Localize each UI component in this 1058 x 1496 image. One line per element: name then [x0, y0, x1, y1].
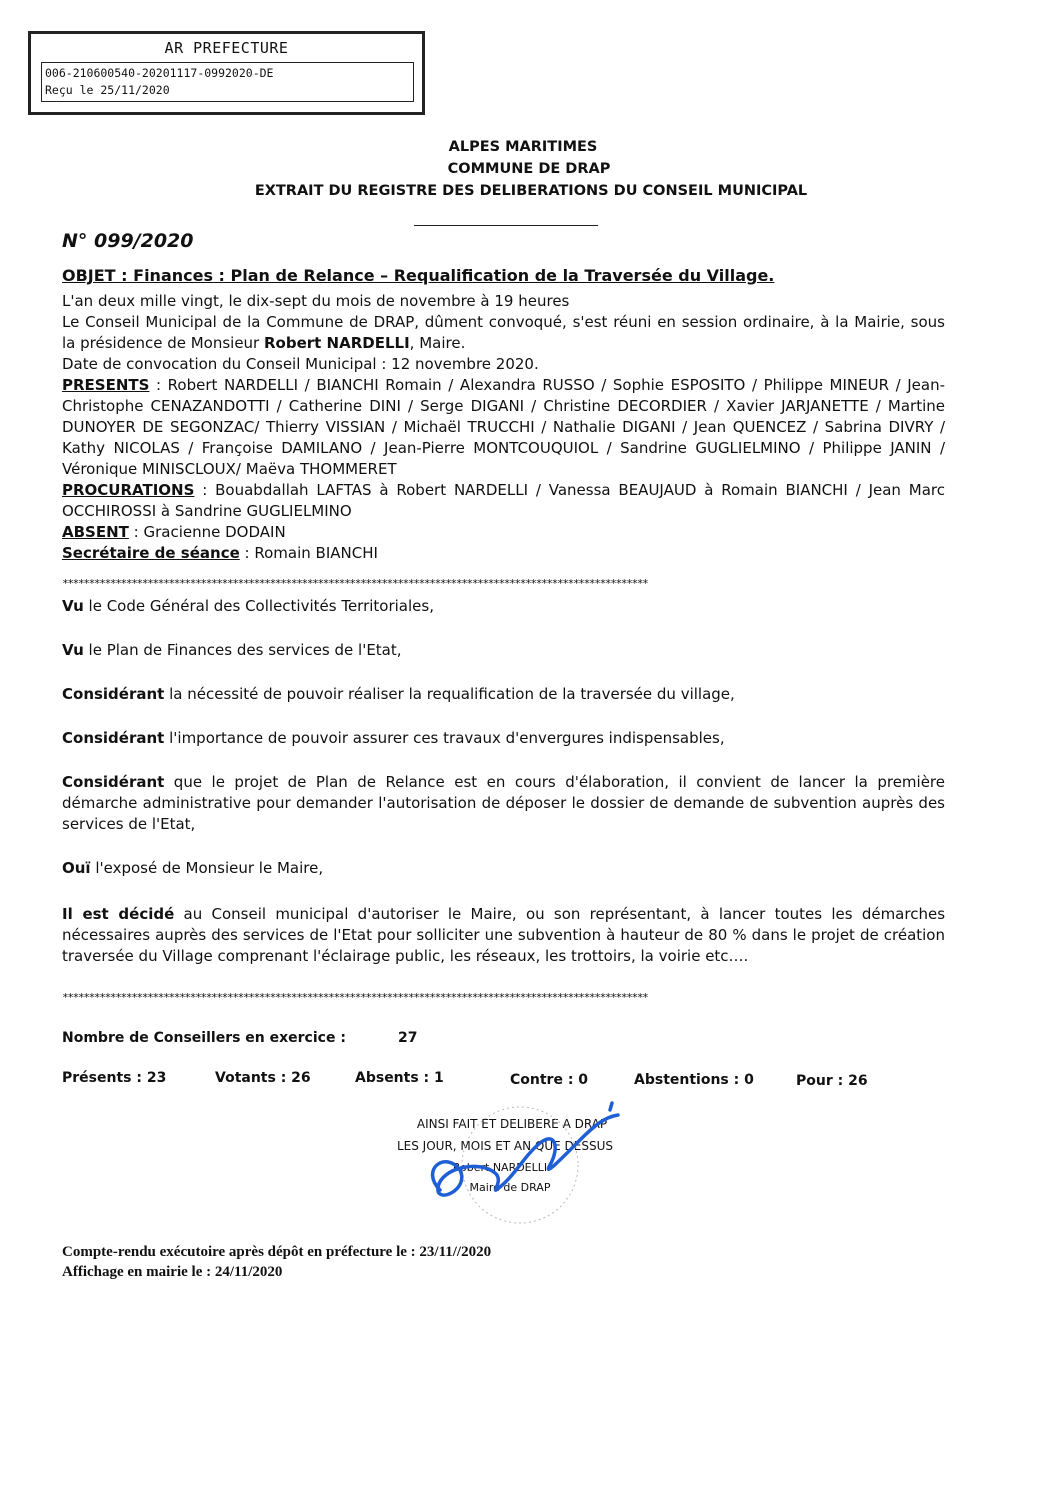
paragraph-considerant-1: Considérant la nécessité de pouvoir réaliser la requalification de la traversée du village,: [62, 685, 735, 703]
conseillers-value: 27: [398, 1030, 418, 1046]
signature-text-2: LES JOUR, MOIS ET AN QUE DESSUS: [396, 1139, 613, 1153]
secretaire-name: : Romain BIANCHI: [239, 544, 378, 562]
separator-top: **************************************************************************************************************: [62, 577, 648, 590]
procurations-list: : Bouabdallah LAFTAS à Robert NARDELLI / Vanessa BEAUJAUD à Romain BIANCHI / Jean Marc OCCHIROSSI à Sandrine GUGLIELMINO: [62, 481, 945, 520]
header-divider: [414, 225, 598, 226]
stat-pour: Pour : 26: [796, 1073, 868, 1089]
footer-posting: Affichage en mairie le : 24/11/2020: [62, 1264, 283, 1280]
stat-absents: Absents : 1: [355, 1070, 444, 1086]
deliberation-number: N° 099/2020: [62, 230, 194, 252]
header-commune: COMMUNE DE DRAP: [447, 161, 611, 177]
signature-text-1: AINSI FAIT ET DELIBERE A DRAP: [416, 1117, 608, 1131]
paragraph-considerant-3: Considérant que le projet de Plan de Relance est en cours d'élaboration, il convient de lancer la première démarche administrative pour demander l'autorisation de déposer le dossier de demande de subvention auprès des services de l'Etat,: [62, 773, 945, 833]
stat-abstentions: Abstentions : 0: [634, 1072, 754, 1088]
procurations-label: PROCURATIONS: [62, 481, 195, 499]
header-register: EXTRAIT DU REGISTRE DES DELIBERATIONS DU CONSEIL MUNICIPAL: [254, 183, 808, 199]
intro-block: [62, 291, 945, 564]
separator-bottom: **************************************************************************************************************: [62, 991, 648, 1004]
absent-list: : Gracienne DODAIN: [128, 523, 286, 541]
stamp-title: AR PREFECTURE: [164, 39, 289, 57]
absent-block: [62, 522, 945, 543]
procurations-block: [62, 480, 945, 522]
intro-session: Le Conseil Municipal de la Commune de DRAP, dûment convoqué, s'est réuni en session ordinaire, à la Mairie, sous la présidence de Monsieur Robert NARDELLI, Maire.: [62, 313, 945, 352]
absent-label: ABSENT: [62, 523, 129, 541]
handwritten-signature: [400, 1095, 660, 1230]
presents-label: PRESENTS: [62, 376, 150, 394]
paragraph-considerant-2: Considérant l'importance de pouvoir assurer ces travaux d'envergures indispensables,: [62, 729, 725, 747]
paragraph-oui: Ouï l'exposé de Monsieur le Maire,: [62, 859, 324, 877]
intro-convocation: Date de convocation du Conseil Municipal : 12 novembre 2020.: [62, 355, 539, 373]
signature-mayor-title: Maire de DRAP: [469, 1181, 551, 1194]
footer-executory: Compte-rendu exécutoire après dépôt en préfecture le : 23/11//2020: [62, 1244, 492, 1260]
presents-block: [62, 375, 945, 480]
paragraph-vu-plan: Vu le Plan de Finances des services de l'Etat,: [62, 641, 402, 659]
prefecture-stamp: [28, 31, 425, 115]
signature-mayor-name: Robert NARDELLI: [452, 1161, 548, 1174]
presents-list: : Robert NARDELLI / BIANCHI Romain / Alexandra RUSSO / Sophie ESPOSITO / Philippe MINEUR / Jean-Christophe CENAZANDOTTI / Catherine DINI / Serge DIGANI / Christine DECORDIER / Xavier JARJANETTE / Martine DUNOYER DE SEGONZAC/ Thierry VISSIAN / Michaël TRUCCHI / Nathalie DIGANI / Jean QUENCEZ / Sabrina DIVRY / Kathy NICOLAS / Françoise DAMILANO / Jean-Pierre MONTCOUQUIOL / Sandrine GUGLIELMINO / Philippe JANIN / Véronique MINISCLOUX/ Maëva THOMMERET: [62, 376, 945, 478]
stamp-reference: 006-210600540-20201117-0992020-DE: [45, 66, 274, 80]
header-department: ALPES MARITIMES: [448, 139, 598, 155]
deliberation-subject: OBJET : Finances : Plan de Relance – Requalification de la Traversée du Village.: [62, 266, 775, 285]
secretaire-block: [62, 543, 945, 564]
stamp-received-date: Reçu le 25/11/2020: [45, 83, 170, 97]
intro-date: L'an deux mille vingt, le dix-sept du mois de novembre à 19 heures: [62, 292, 570, 310]
conseillers-label: Nombre de Conseillers en exercice :: [62, 1030, 346, 1046]
stat-contre: Contre : 0: [510, 1072, 589, 1088]
document-header: [0, 136, 1058, 202]
stat-votants: Votants : 26: [215, 1070, 311, 1086]
signature-stroke: [433, 1103, 618, 1195]
secretaire-label: Secrétaire de séance: [62, 544, 240, 562]
stamp-reference-box: [41, 62, 414, 102]
stat-presents: Présents : 23: [62, 1070, 167, 1086]
paragraph-vu-cgct: Vu le Code Général des Collectivités Territoriales,: [62, 597, 434, 615]
mayor-name: Robert NARDELLI: [264, 334, 410, 352]
paragraph-decision: Il est décidé au Conseil municipal d'autoriser le Maire, ou son représentant, à lancer toutes les démarches nécessaires auprès des services de l'Etat pour solliciter une subvention à hauteur de 80 % dans le projet de création traversée du Village comprenant l'éclairage public, les réseaux, les trottoirs, la voirie etc….: [62, 905, 946, 965]
